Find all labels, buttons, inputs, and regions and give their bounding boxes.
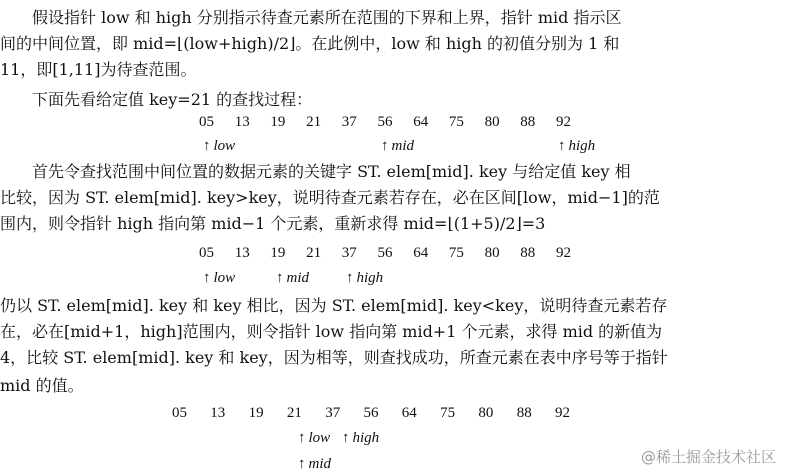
sequence-value: 13 bbox=[234, 245, 250, 261]
sequence-value: 80 bbox=[484, 245, 500, 261]
sequence-value: 75 bbox=[448, 114, 464, 130]
pointer-mid-2: ↑ mid bbox=[276, 270, 309, 286]
paragraph-line-3: 11，即[1,11]为待查范围。 bbox=[0, 60, 197, 79]
sequence-value: 05 bbox=[199, 114, 214, 130]
sequence-value: 75 bbox=[440, 405, 456, 421]
sequence-value: 56 bbox=[363, 405, 379, 421]
sequence-value: 37 bbox=[325, 405, 341, 421]
sequence-value: 75 bbox=[448, 245, 464, 261]
sequence-value: 64 bbox=[413, 245, 429, 261]
sequence-value: 37 bbox=[341, 114, 357, 130]
paragraph-line-11: mid 的值。 bbox=[0, 376, 84, 395]
sequence-value: 88 bbox=[516, 405, 532, 421]
sequence-value: 88 bbox=[520, 114, 536, 130]
sequence-value: 13 bbox=[210, 405, 226, 421]
pointer-low-3: ↑ low bbox=[298, 430, 331, 446]
sequence-value: 37 bbox=[341, 245, 357, 261]
paragraph-line-1: 假设指针 low 和 high 分别指示待查元素所在范围的下界和上界，指针 mid 指示区 bbox=[0, 8, 622, 27]
paragraph-line-2: 间的中间位置，即 mid=⌊(low+high)/2⌋。在此例中，low 和 high 的初值分别为 1 和 bbox=[0, 34, 620, 53]
sequence-value: 21 bbox=[306, 245, 322, 261]
sequence-value: 19 bbox=[248, 405, 264, 421]
sequence-value: 64 bbox=[413, 114, 429, 130]
sequence-value: 92 bbox=[555, 405, 570, 421]
sequence-value: 80 bbox=[478, 405, 494, 421]
sequence-value: 19 bbox=[270, 245, 286, 261]
paragraph-line-9: 在，必在[mid+1，high]范围内，则令指针 low 指向第 mid+1 个元素，求得 mid 的新值为 bbox=[0, 322, 663, 341]
sequence-value: 64 bbox=[401, 405, 417, 421]
sequence-value: 56 bbox=[377, 114, 393, 130]
paragraph-line-8: 仍以 ST. elem[mid]. key 和 key 相比，因为 ST. elem[mid]. key<key，说明待查元素若存 bbox=[0, 296, 668, 315]
paragraph-line-7: 围内，则令指针 high 指向第 mid−1 个元素，重新求得 mid=⌊(1+5)/2⌋=3 bbox=[0, 214, 546, 233]
pointer-mid-1: ↑ mid bbox=[381, 138, 414, 154]
pointer-high-1: ↑ high bbox=[558, 138, 596, 154]
pointer-high-3: ↑ high bbox=[342, 430, 380, 446]
pointer-low-1: ↑ low bbox=[203, 138, 236, 154]
pointer-low-2: ↑ low bbox=[203, 270, 236, 286]
pointer-mid-3: ↑ mid bbox=[298, 456, 331, 472]
paragraph-line-4: 下面先看给定值 key=21 的查找过程： bbox=[0, 90, 313, 109]
sequence-value: 19 bbox=[270, 114, 286, 130]
sequence-value: 21 bbox=[286, 405, 302, 421]
sequence-value: 56 bbox=[377, 245, 393, 261]
pointer-high-2: ↑ high bbox=[346, 270, 384, 286]
sequence-value: 92 bbox=[556, 245, 571, 261]
sequence-value: 21 bbox=[306, 114, 322, 130]
sequence-value: 13 bbox=[234, 114, 250, 130]
sequence-value: 88 bbox=[520, 245, 536, 261]
sequence-value: 05 bbox=[199, 245, 214, 261]
sequence-value: 05 bbox=[172, 405, 187, 421]
paragraph-line-5: 首先令查找范围中间位置的数据元素的关键字 ST. elem[mid]. key 与给定值 key 相 bbox=[0, 162, 631, 181]
paragraph-line-6: 比较，因为 ST. elem[mid]. key>key，说明待查元素若存在，必在区间[low，mid−1]的范 bbox=[0, 188, 660, 207]
watermark-text: @稀土掘金技术社区 bbox=[640, 448, 776, 466]
paragraph-line-10: 4，比较 ST. elem[mid]. key 和 key，因为相等，则查找成功，所查元素在表中序号等于指针 bbox=[0, 348, 668, 367]
sequence-value: 92 bbox=[556, 114, 571, 130]
sequence-value: 80 bbox=[484, 114, 500, 130]
